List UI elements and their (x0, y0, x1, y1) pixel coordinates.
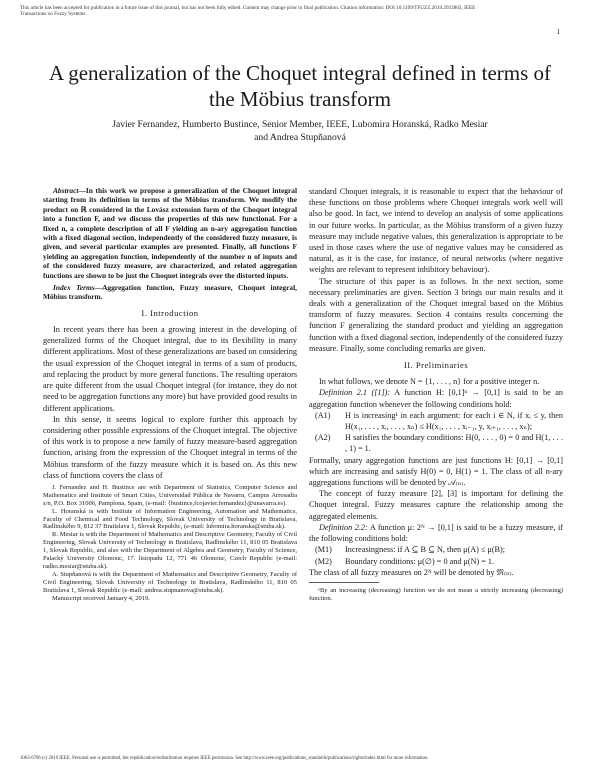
index-terms-text: —Aggregation function, Fuzzy measure, Choquet integral, Möbius transform. (43, 283, 297, 302)
authors-line-2: and Andrea Stupňanová (254, 131, 346, 143)
publication-notice (20, 5, 580, 18)
section-2-title: II. Preliminaries (403, 360, 469, 371)
author-list (60, 119, 540, 144)
affiliation-2: L. Horanská is with Institute of Information Engineering, Automation and Mathematics, Faculty of Chemical and Food Technology, Slovak University of Technology in Bratislava, Radlinského 9, 812 37 Bratislava 1, Slovak Republic, (e-mail: lubomira.horanska@stuba.sk). (43, 507, 297, 531)
condition-m1 (309, 544, 563, 555)
condition-a2-text: H satisfies the boundary conditions: H(0, . . . , 0) = 0 and H(1, . . . , 1) = 1. (345, 433, 563, 454)
index-terms (43, 283, 297, 302)
condition-a2 (309, 432, 563, 454)
condition-m2-text: Boundary conditions: μ(∅) = 0 and μ(N) = 1. (345, 556, 495, 566)
condition-a2-label: (A2) (315, 433, 331, 443)
right-paragraph-1: standard Choquet integrals, it is reasonable to expect that the behaviour of these functions on those problems where Choquet integrals work well will also be good. In fact, we intend to develop an analysis of some applications in our future works. In particular, as the Möbius transform of a given fuzzy measure may include negative values, this generalization is appropriate to be used in those cases where the use of negative values may be considered as natural, as it is the case, for instance, of neural networks (where negative weights are relevant to represent inhibitory behaviour). (309, 187, 563, 275)
intro-paragraph-1: In recent years there has been a growing interest in the developing of generalized forms of the Choquet integral, due to its flexibility in many different applications. Most of these generalizations are based on considering the usual expression of the Choquet integral in terms of a sum of products, and replacing the product by more general functions. The resulting operators are quite different from the usual Choquet integral (for instance, they do not need to be aggregation functions any more) but have provided good results in different applications. (43, 325, 297, 413)
condition-m1-text: Increasingness: if A ⊆ B ⊆ N, then μ(A) ≤ μ(B); (345, 545, 506, 555)
condition-m2 (309, 556, 563, 567)
notice-line-2: Transactions on Fuzzy Systems (20, 11, 86, 18)
paper-title: A generalization of the Choquet integral defined in terms of the Möbius transform (48, 61, 552, 111)
section-1-title: I. Introduction (141, 307, 199, 318)
footnote-divider (309, 582, 379, 583)
definition-2-2-text: A function μ: 2ᴺ → [0,1] is said to be a fuzzy measure, if the following conditions hold: (309, 522, 563, 544)
footnote-1 (309, 587, 563, 603)
intro-paragraph-2: In this sense, it seems logical to explore further this approach by considering other possible expressions of the Choquet integral. The objective of this work is to propose a new family of fuzzy measure-based aggregation function, arising from the expression of the Choquet integral in terms of the Möbius transform of the fuzzy measure which it is based on. As this new class of functions covers the class of (43, 414, 297, 480)
abstract-label: Abstract (53, 186, 79, 195)
definition-2-1 (309, 387, 563, 409)
right-paragraph-6: The class of all fuzzy measures on 2ᴺ will be denoted by 𝔐₍ₙ₎. (309, 567, 514, 577)
authors-line-1: Javier Fernandez, Humberto Bustince, Senior Member, IEEE, Lubomira Horanská, Radko Mesiar (112, 119, 488, 130)
definition-2-2-label: Definition 2.2: (319, 522, 368, 532)
condition-a1-label: (A1) (315, 410, 331, 420)
copyright-line: 1063-6706 (c) 2019 IEEE. Personal use is permitted, but republication/redistribution requires IEEE permission. See http://www.ieee.org/publications_standards/publications/rights/index.html for more information. (20, 756, 429, 761)
author-affiliations (43, 484, 297, 603)
right-paragraph-2: The structure of this paper is as follows. In the next section, some necessary preliminaries are given. Section 3 brings our main results and it deals with a generalization of the Choquet integral based on the Möbius transform of fuzzy measures. Section 4 contains results concerning the function F generalizing the standard product and yielding an aggregation function with a fixed diagonal section, independently of the considered fuzzy measure. Finally, some concluding remarks are given. (309, 276, 563, 353)
affiliation-4: A. Stupňanová is with the Department of Mathematics and Descriptive Geometry, Faculty of Civil Engineering, Slovak University of Technology in Bratislava, Radlinského 11, 810 05 Bratislava 1, Slovak Republic (e-mail: andrea.stupnanova@stuba.sk). (43, 570, 297, 594)
condition-m1-label: (M1) (315, 545, 332, 555)
right-paragraph-5: The concept of fuzzy measure [2], [3] is important for defining the Choquet integral. Fuzzy measures capture the relationship among the aggregated elements. (309, 489, 563, 521)
definition-2-2 (309, 522, 563, 544)
right-paragraph-3: In what follows, we denote N = {1, . . . , n} for a positive integer n. (319, 377, 540, 387)
definition-2-1-label: Definition 2.1 ([1]): (319, 388, 391, 398)
affiliation-1: J. Fernandez and H. Bustince are with Department of Statistics, Computer Science and Mathematics and Institute of Smart Cities, Universidad Pública de Navarra, Campus Arrosadia s/n, P.O. Box 31006, Pamplona, Spain, (e-mail: {bustince,fcojavier.fernandez}@unavarra.es). (43, 483, 297, 507)
abstract-text: —In this work we propose a generalization of the Choquet integral starting from its definition in terms of the Möbius transform. We modify the product on ℝ considered in the Lovász extension form of the Choquet integral into a function F, and we discuss the properties of this new functional. For a fixed n, a complete description of all F yielding an n-ary aggregation function with a fixed diagonal section, independently of the considered fuzzy measure, is given, and several particular examples are presented. Finally, all functions F yielding an aggregation function, independently of the number n of inputs and of the considered fuzzy measure, are characterized, and related aggregation functions are shown to be just the Choquet integrals over the distorted inputs. (43, 186, 297, 280)
right-column (309, 186, 563, 603)
condition-a1-text: H is increasing¹ in each argument: for each i ∈ N, if xᵢ ≤ y, then H(x₁, . . . , xᵢ, . . . , xₙ) ≤ H(x₁, . . . , xᵢ₋₁, y, xᵢ₊₁, . . . , xₙ); (345, 410, 563, 432)
notice-line-1: This article has been accepted for publication in a future issue of this journal, but has not been fully edited. Content may change prior to final publication. Citation information: DOI 10.1109/TFUZZ.2019.2933803, IEEE (20, 5, 476, 11)
affiliation-3: R. Mesiar is with the Department of Mathematics and Descriptive Geometry, Faculty of Civil Engineering, Slovak University of Technology in Bratislava, Radlinského 11, 810 05 Bratislava 1, Slovak Republic, and also with the Department of Algebra and Geometry, Faculty of Science, Palacký University Olomouc, 17. listopadu 12, 771 46 Olomouc, Czech Republic (e-mail: radko.mesiar@stuba.sk). (43, 531, 297, 570)
right-paragraph-4: Formally, unary aggregation functions are just functions H: [0,1] → [0,1] which are increasing and satisfy H(0) = 0, H(1) = 1. The class of all n-ary aggregations functions will be denoted by 𝒜₍ₙ₎. (309, 455, 563, 488)
definition-2-1-text: A function H: [0,1]ⁿ → [0,1] is said to be an aggregation function whenever the following conditions hold: (309, 388, 563, 409)
manuscript-received: Manuscript received January 4, 2019. (52, 594, 150, 602)
page-number: 1 (556, 28, 560, 36)
footnote-1-text: ¹By an increasing (decreasing) function we do not mean a strictly increasing (decreasing) function. (309, 586, 563, 602)
left-column (43, 186, 297, 603)
condition-a1 (309, 410, 563, 432)
abstract (43, 186, 297, 280)
condition-m2-label: (M2) (315, 556, 332, 566)
index-terms-label: Index Terms (53, 283, 95, 293)
